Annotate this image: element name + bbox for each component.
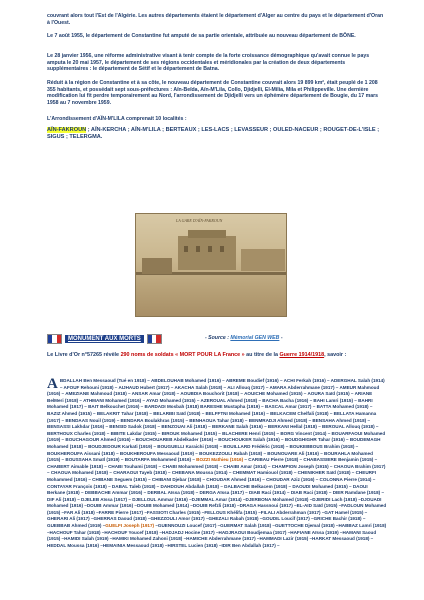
names-part-3: –GUENNOUZI Loucef (1917) –GUERMAT Salah (1918) –GUETTOCHE Djemal (1918) –HABBAZ Lamri (1918) –HACHOUF Tahar (1918) –HACHOUF Youcef (1918) –HADJADJ Hocine (1917) –HADJRAOUI Boudjemaa (1917) –HAFIANE Aïssa (1919) –HAMANI Saoud (1915) –HAMIDI Salah (1919) –HAMIKI Mohamed Zahoni (1918) –HAMICHE Abderrahmane (1917) –HAMMADI Lazir (1915) –HARKAT Messaoud (1918) –HEDDAL Moussa (1916) –HEMAINIA Messaoud (1918) –HIRSTEL Lucien (1918) –IDIR Ben Abdallah (1917) – bbox=[47, 523, 387, 548]
livre-text-a: Le Livre d'Or n°57265 révèle bbox=[47, 352, 121, 358]
livre-or-paragraph bbox=[47, 352, 387, 359]
livre-text-c: au titre de la bbox=[244, 352, 280, 358]
station-roof bbox=[188, 230, 226, 238]
names-part-1: BDALLAH Ben Messaoud (Tué en 1918) – ABDELOUHAB Mohamed (1916) – ABREME Boudief (1916) – ACHI Ferkah (1916) – ADERGHAL Salah (1914) – AFOUF Rehouni (1918) – AIJHAUD Hubert (1917) – AKACHA Salah (1918) – ALI Allouq (1917) – AMARA Abderrahmane (1917) – AMEUR Mahmoud (1916) – AMEZIANE Mahmoud (1918) – ANSAR Amar (1918) – AOUBDIA Bouchorit (1918) – AOUICHE Mohamed (1915) – AOURA Saïd (1915) – ARIANE BelMeri (1918) – ATHMANI Mohamed (1916) – AYAD Mohamed (1915) – AZEROUAL Ahmed (1918) – BACHA Bacha (1916) – BAHI Lamri (1915) – BAHRI Mohamed (1917) – BAIT Belkouchet (1916) – BARDADI Mosbah (1918) BARESHE Mustapha (1919) – BASCAL Amar (1917) – BATTA Mohamed (1918) – BAZIZ Ahmed (1915) – BELAKRIT Tahar (1918) – BELARIBI Saïd (1918) – BELFFTNI Mohamed (1916) – BELKACEM Chelfali (1918) – BELLATA Hamanna (1917) – BENDAAS Nouil (1919) – BENDARA Boulakhras (1915) – BENHAOUA Tahar (1918) – BENMRADJI Ahmed (1918) – BENSAHA Ahmed (1918) – BENSASSI Lakhdar (1916) – BENSID Sadok (1918) – BENZOUAI Ali (1918) – BERKANE Salah (1916) – BERKANI Hellal (1918) – BEROUAL Allouq (1918) – BERTHOUX Charles (1918) – BIBITE Lakdar (1915) – BIROUK Mohamed (1915) – BLACHERE Henri (1915) – BORG Vincent (1914) – BOUARFAOUI Mohamed (1919) – BOUCHAGOUR Ahmed (1916) – BOUCHOUAREB Abdelkader (1916) – BOUCHOUKER Salah (1916) – BOUDGHIGHR Tahar (1916) – BOUDEMAGH Mohamed (1918) – BOUDJEDOUR Karkati (1919) – BOUGUELLI Karaichi (1918) – BOUILLARD Frédéric (1918) – BOUKEBBOUS Brahim (1918) – BOUKHEROUFA Aissani (1918) – BOUKHEROUFA Messaoud (1919) – BOUKEZZOULI Rabah (1918) – BOUNOUARE Ali (1916) – BOURAHLA Mohamed (1915) – BOUSSAHA Smaïl (1919) – BOUTARFA Mohammed (1916) – bbox=[47, 378, 386, 463]
paragraph-intro: couvrant alors tout l'Est de l'Algérie. Les autres départements étaient le département d'Alger au centre du pays et le département d'Oran à l'Ouest. bbox=[47, 13, 384, 26]
drop-cap: A bbox=[47, 376, 58, 392]
paragraph-1955: Le 7 août 1955, le département de Constantine fut amputé de sa partie orientale, attribuée au nouveau département de BÔNE. bbox=[47, 33, 356, 39]
railway-station-photo bbox=[135, 213, 287, 317]
names-part-2: – CARIBAU Pierre (1918) – CHABASSIERE Benjamin (1915) – CHABERT Aimable (1918) – CHABI Touhami (1918) – CHABI Mohammed (1918) – CHAIBI Amar (1914) – CHAMPION Joseph (1915) – CHAOUA Brahim (1917) – CHAOUA Mohamed (1918) – CHARAOUI Tayeb (1918) – CHEBANA Moussa (1914) – CHEMMAT Hamiouol (1918) – CHENIKHER Saïd (1918) – CHEURFI Mohammed (1916) – CHIBANE Seguem (1915) – CHIBANI Djebar (1918) – CHOUDAR Ahmed (1916) – CHOUDAR Aziz (1916) – COLONNA Pierre (1914) – CONTAYAR François (1918) – DABAL Taleb (1918) – DAHDOUH Abdallah (1918) – DALBACHE Belkacem (1918) – DAOUDI Mohamed (1915) – DAOUI Berkane (1918) – DEBBACHE Ammar (1916) – DERBAL Aïssa (1918) – DERGA Aïssa (1917) – DIAB Raci (1914) – DIAB Raci (1918) – DIER Ramdane (1918) – DIF Ali (1918) – DJELEB Aïssa (1917) – DJELLOUL Ammar (1916) –DJEMMAL Amar (1914) –DJERBONA Mohamed (1918) –DJERIDI Lach (1918) –DJOUADI Mohamed (1916) –DOUIB Ammar (1916) –DOUIB Mohamed (1914) –DOUIB Refzli (1918) –DRAGA Hassnoui (1917) –EL-AID Saïd (1915) –FADLOUN Mohamed (1915) –FAR Ali (1918) –FARRE Pierre (1917) –FASSIOTI Charles (1915) –FELLOUS Khélifa (1915) –FILALI Abderrahman (1917) –GAT Hamel (1915) –GHERARI Ali (1917) –GHERRAS Daoud (1918) –GHEZZOULI Amor (1917) –GHEZALI Rabah (1918) –GOUDIL Loucif (1917) –GRICHE Bachir (1918) –GUEBBAB Ahmed (1919) – bbox=[47, 457, 387, 529]
paragraph-constantine: Réduit à la région de Constantine et à sa côte, le nouveau département de Constantine couvrait alors 19 899 km², était peuplé de 1 208 355 habitants, et possédait sept sous-préfectures : Aïn-Beïda, Aïn-M'Lila, Collo, Djidjelli, El-Milia, Mila et Philippeville. Une dernière modification lui fit perdre temporairement au Nord, l'arrondissement de Djidjelli vers un éphémère département de Bougie, du 17 mars 1958 au 7 novembre 1959. bbox=[47, 80, 379, 106]
paragraph-arrondissement: L'Arrondissement d'AÏN-M'LILA comprenait 10 localités : bbox=[47, 116, 187, 122]
highlighted-name: BOZZI Mathieu (1916) bbox=[196, 457, 244, 463]
source-line bbox=[205, 335, 283, 341]
station-building bbox=[178, 236, 236, 270]
paragraph-1956: Le 28 janvier 1956, une réforme administrative visant à tenir compte de la forte croissance démographique qu'avait connue le pays amputa le 20 mai 1957, le département de ses régions occidentales et méridionales par la création de deux départements supplémentaires : le département de Sétif et le département de Batna. bbox=[47, 53, 370, 73]
french-flag-icon bbox=[47, 334, 62, 344]
highlighted-locality: AÏN-FAKROUN bbox=[47, 127, 87, 133]
war-period: Guerre 1914/1918 bbox=[279, 352, 325, 358]
monument-heading bbox=[47, 334, 162, 344]
livre-text-e: , savoir : bbox=[324, 352, 347, 358]
source-suffix: - bbox=[279, 335, 283, 341]
highlighted-name: GUELFI Joseph (1917) bbox=[105, 523, 155, 529]
train-wagon bbox=[142, 258, 172, 274]
french-flag-icon bbox=[147, 334, 162, 344]
soldiers-names-list bbox=[47, 378, 387, 549]
localities-list bbox=[47, 127, 387, 141]
localities-rest: ; AÏN-KERCHA ; AÏN-M'LILA ; BERTEAUX ; LES-LACS ; LEVASSEUR ; OULED-NACEUR ; ROUGET-DE-L'ISLE ; SIGUS ; TELERGMA. bbox=[47, 127, 380, 140]
source-prefix: - Source : bbox=[205, 335, 231, 341]
source-link[interactable]: Mémorial GEN WEB bbox=[230, 335, 280, 341]
photo-caption: LA GARE D'AÏN-FAKROUN bbox=[176, 218, 223, 223]
side-building bbox=[241, 249, 285, 271]
soldiers-count: 290 noms de soldats « MORT POUR LA France » bbox=[120, 352, 245, 358]
monument-title: MONUMENT AUX MORTS bbox=[65, 335, 144, 343]
